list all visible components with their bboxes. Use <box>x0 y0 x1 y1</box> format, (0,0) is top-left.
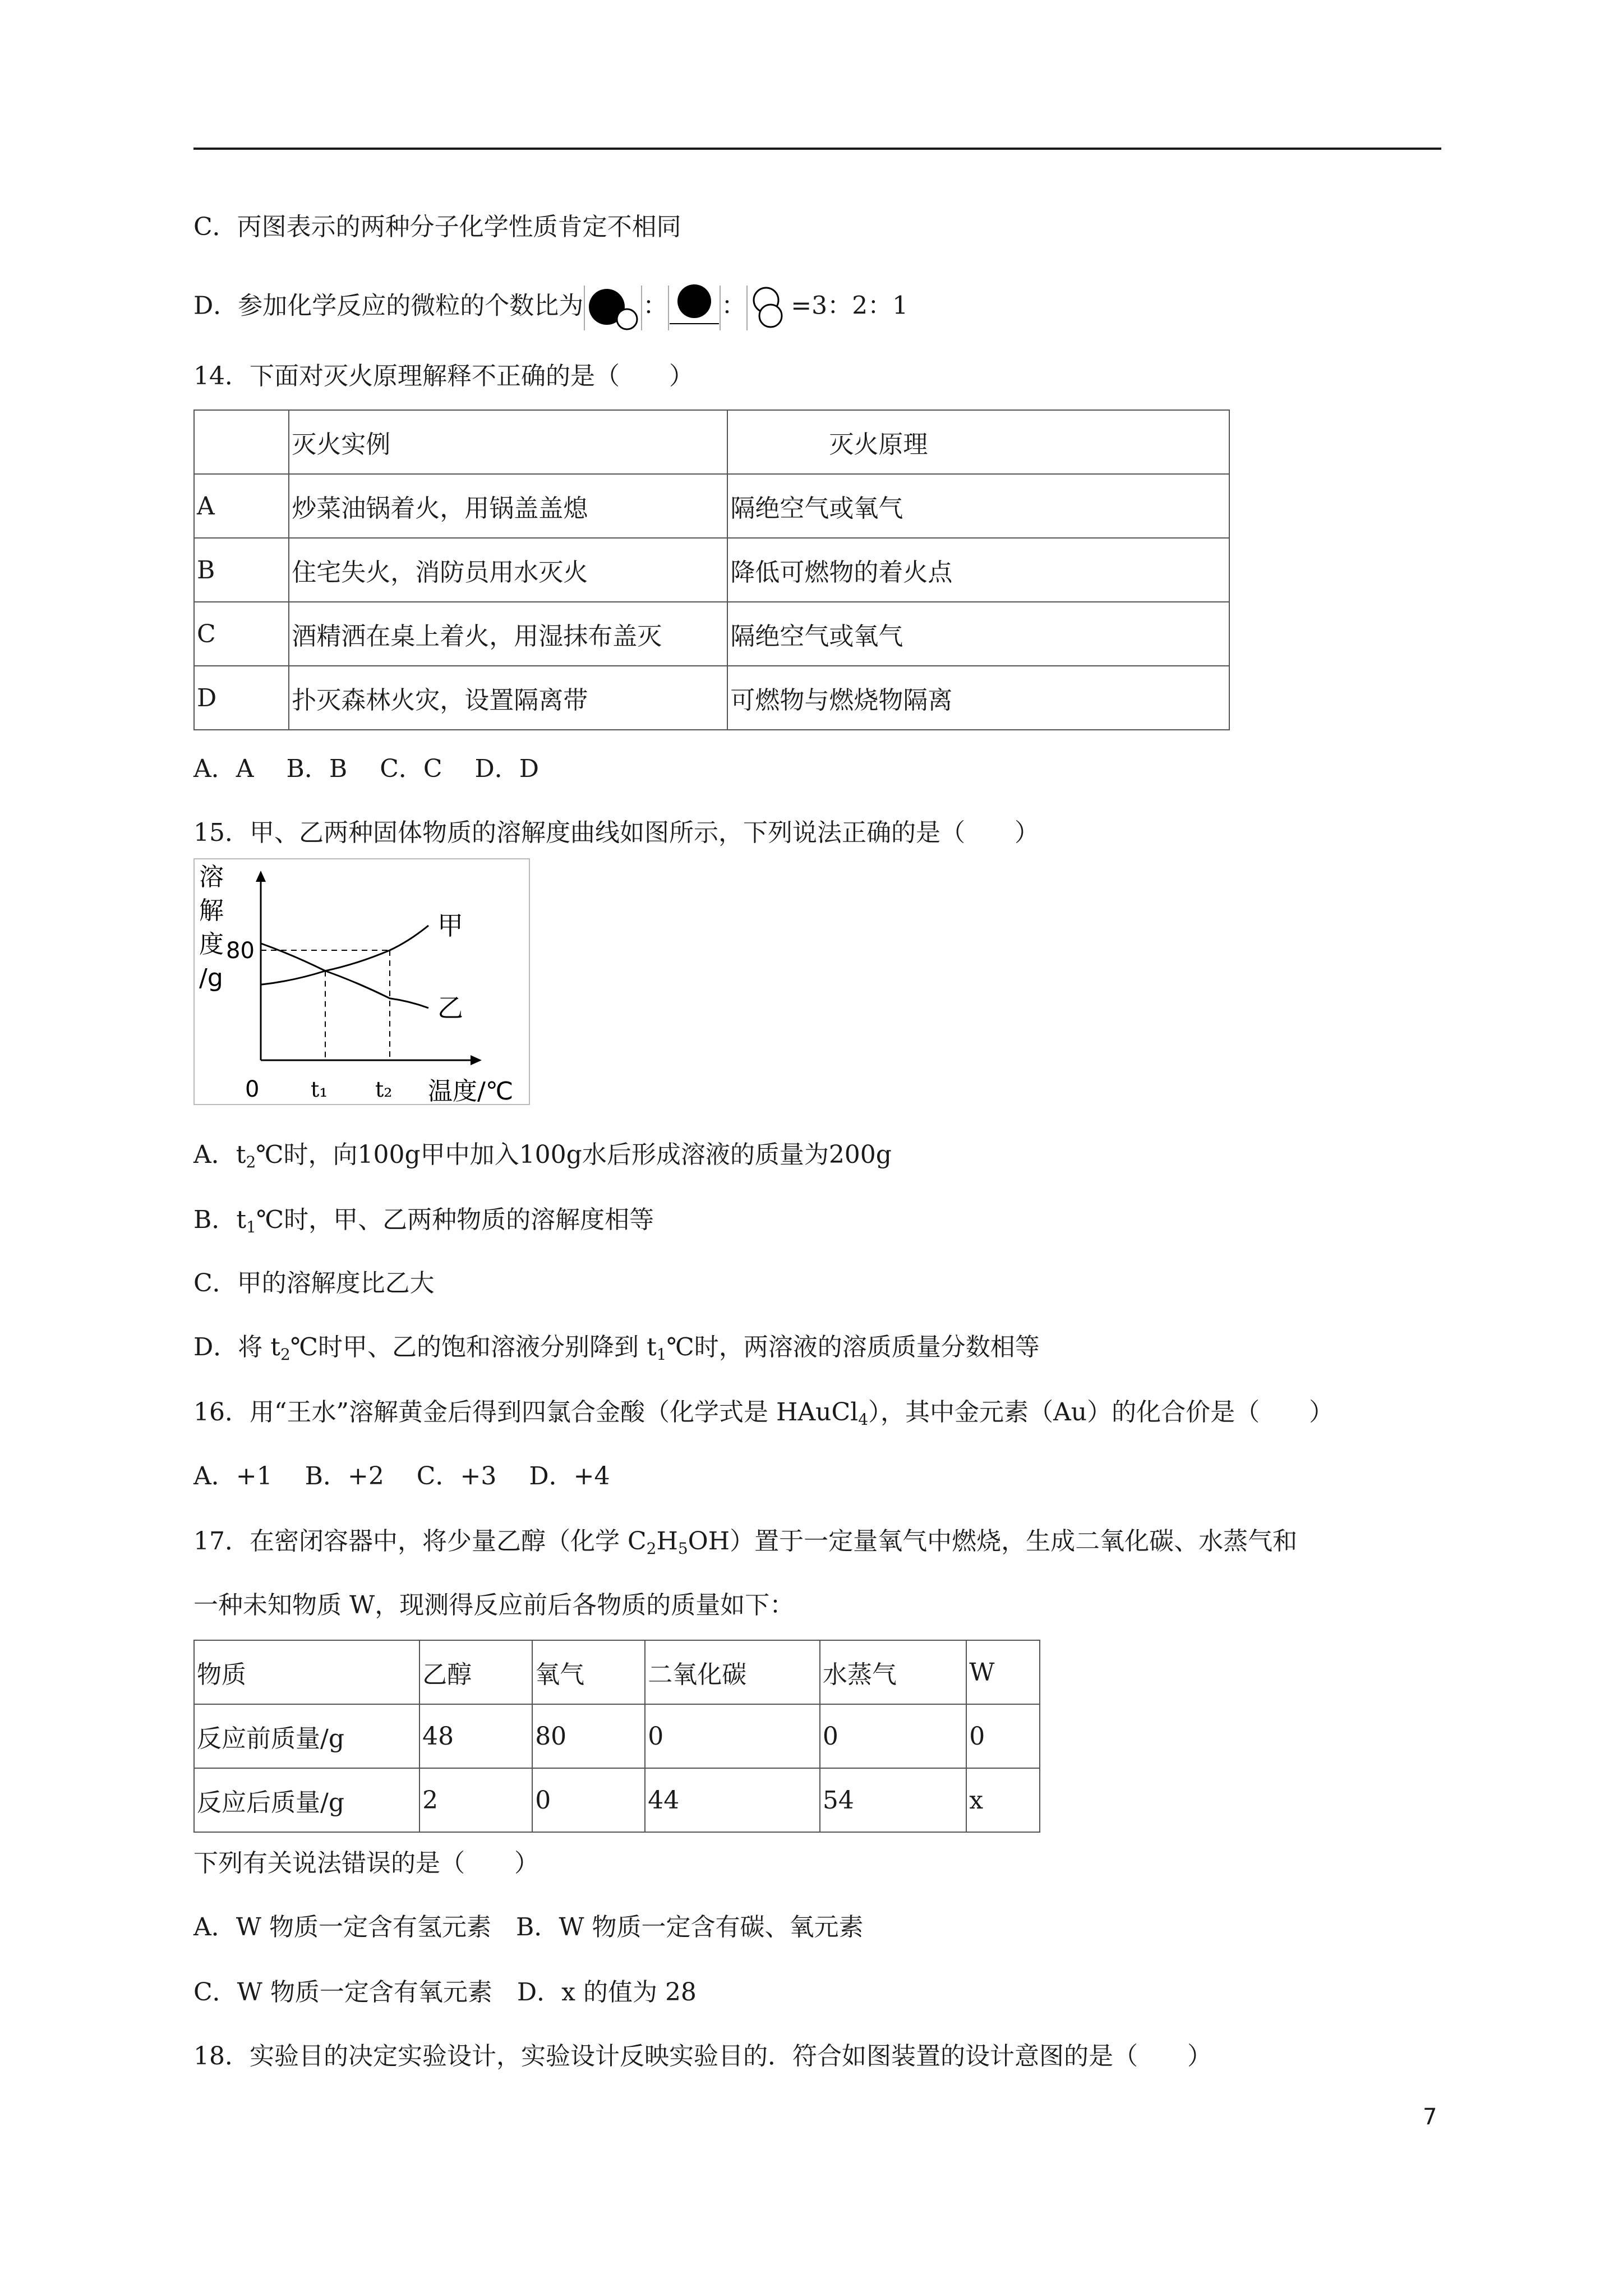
table-cell: 炒菜油锅着火，用锅盖盖熄 <box>289 474 727 538</box>
table-row <box>194 602 1229 666</box>
series-label-1: 甲 <box>437 910 463 941</box>
q15-stem: 15．甲、乙两种固体物质的溶解度曲线如图所示，下列说法正确的是（ ） <box>193 818 1039 847</box>
table-cell: 80 <box>532 1704 645 1768</box>
table-cell: x <box>966 1768 1040 1832</box>
table-cell: 反应前质量/g <box>194 1704 419 1768</box>
molecule-icon-white-pair <box>746 283 791 332</box>
table-row <box>194 1640 1040 1704</box>
origin-label: 0 <box>245 1076 260 1102</box>
series-line-1 <box>261 926 428 984</box>
q18-stem: 18．实验目的决定实验设计，实验设计反映实验目的．符合如图装置的设计意图的是（ ） <box>193 2042 1212 2070</box>
table-cell: A <box>194 474 289 538</box>
table-cell: 二氧化碳 <box>645 1640 820 1704</box>
q13-option-d <box>193 283 908 332</box>
table-cell: 0 <box>532 1768 645 1832</box>
q15-option-c: C．甲的溶解度比乙大 <box>193 1269 435 1297</box>
table-row <box>194 1704 1040 1768</box>
table-cell: 氧气 <box>532 1640 645 1704</box>
q16-stem: 16．用“王水”溶解黄金后得到四氯合金酸（化学式是 HAuCl$_4$），其中金元素（Au）的化合价是（ ） <box>193 1398 1334 1429</box>
q16-options: A．+1 B．+2 C．+3 D．+4 <box>193 1462 610 1490</box>
table-cell <box>194 410 289 474</box>
q17-stem-line1: 17．在密闭容器中，将少量乙醇（化学 $C_2H_5OH$）置于一定量氧气中燃烧，生成二氧化碳、水蒸气和 <box>193 1527 1298 1558</box>
table-cell: C <box>194 602 289 666</box>
table-cell: 扑灭森林火灾，设置隔离带 <box>289 666 727 730</box>
table-cell: 酒精洒在桌上着火，用湿抹布盖灭 <box>289 602 727 666</box>
table-cell: 48 <box>419 1704 532 1768</box>
table-cell: 0 <box>645 1704 820 1768</box>
xtick-label-2: t₂ <box>375 1077 393 1102</box>
x-axis-arrow <box>471 1055 482 1065</box>
series-label-2: 乙 <box>437 992 463 1023</box>
chart-frame <box>194 859 529 1105</box>
xtick-label-1: t₁ <box>311 1077 328 1102</box>
q13-d-sep-2: ： <box>721 291 746 320</box>
table-row <box>194 474 1229 538</box>
x-axis-title: 温度/℃ <box>428 1077 514 1105</box>
table-cell: 隔绝空气或氧气 <box>727 474 1229 538</box>
table-cell: 反应后质量/g <box>194 1768 419 1832</box>
table-cell: 0 <box>966 1704 1040 1768</box>
ylabel-char: 度 <box>199 930 224 959</box>
table-cell: D <box>194 666 289 730</box>
header-rule <box>193 148 1441 150</box>
table-cell: W <box>966 1640 1040 1704</box>
ytick-label-80: 80 <box>226 938 255 964</box>
table-cell: 乙醇 <box>419 1640 532 1704</box>
table-cell: 降低可燃物的着火点 <box>727 538 1229 602</box>
y-axis-arrow <box>256 871 266 882</box>
table-cell: 水蒸气 <box>820 1640 966 1704</box>
q14-table <box>193 409 1230 730</box>
table-cell: 54 <box>820 1768 966 1832</box>
q17-options-cd: C．W 物质一定含有氧元素 D．x 的值为 28 <box>193 1978 697 2007</box>
q17-table <box>193 1640 1040 1833</box>
table-cell: B <box>194 538 289 602</box>
q15-option-a: A．$t_2℃$时，向100g甲中加入100g水后形成溶液的质量为200g <box>193 1140 892 1171</box>
molecule-icon-black <box>667 283 721 332</box>
table-cell: 灭火原理 <box>727 410 1229 474</box>
table-row <box>194 1768 1040 1832</box>
table-row <box>194 666 1229 730</box>
page-number: 7 <box>1423 2104 1437 2130</box>
table-row <box>194 410 1229 474</box>
table-cell: 物质 <box>194 1640 419 1704</box>
series-line-2 <box>261 944 428 1008</box>
solubility-chart-svg <box>193 858 530 1105</box>
table-cell: 0 <box>820 1704 966 1768</box>
table-cell: 隔绝空气或氧气 <box>727 602 1229 666</box>
q17-question: 下列有关说法错误的是（ ） <box>193 1849 539 1878</box>
ylabel-char: 溶 <box>199 863 224 891</box>
table-cell: 44 <box>645 1768 820 1832</box>
table-cell: 可燃物与燃烧物隔离 <box>727 666 1229 730</box>
q15-option-b: B．$t_1℃$时，甲、乙两种物质的溶解度相等 <box>193 1205 654 1236</box>
q14-options: A．A B．B C．C D．D <box>193 754 540 783</box>
table-cell: 2 <box>419 1768 532 1832</box>
ylabel-char: /g <box>199 964 223 992</box>
molecule-icon-black-white <box>583 283 643 332</box>
table-row <box>194 538 1229 602</box>
q13-d-ratio: =3：2：1 <box>791 291 909 320</box>
table-cell: 灭火实例 <box>289 410 727 474</box>
q17-options-ab: A．W 物质一定含有氢元素 B．W 物质一定含有碳、氧元素 <box>193 1913 864 1941</box>
q17-stem-line2: 一种未知物质 W，现测得反应前后各物质的质量如下： <box>193 1591 795 1619</box>
q13-d-sep-1: ： <box>643 291 668 320</box>
q15-option-d: D．将 $t_2℃$时甲、乙的饱和溶液分别降到 $t_1℃$时，两溶液的溶质质量分数相等 <box>193 1333 1040 1364</box>
solubility-chart <box>193 858 530 1105</box>
ylabel-char: 解 <box>199 896 224 925</box>
q13-d-prefix: D．参加化学反应的微粒的个数比为 <box>193 291 584 320</box>
q14-stem: 14．下面对灭火原理解释不正确的是（ ） <box>193 362 694 390</box>
q13-option-c: C．丙图表示的两种分子化学性质肯定不相同 <box>193 213 681 241</box>
table-cell: 住宅失火，消防员用水灭火 <box>289 538 727 602</box>
